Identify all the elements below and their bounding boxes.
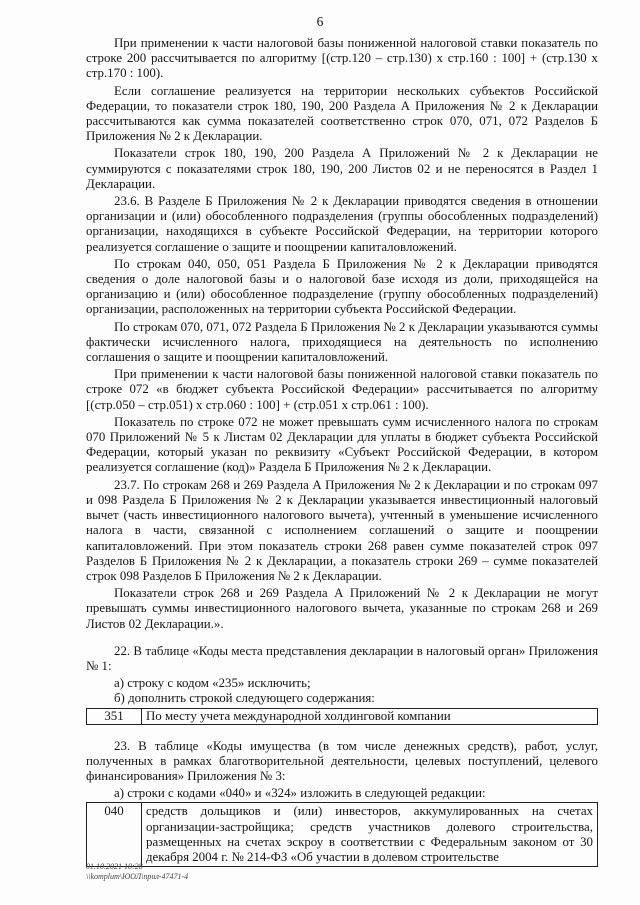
paragraph: При применении к части налоговой базы пониженной налоговой ставки показатель по строке 200 рассчитывается по алгоритму [(стр.120 – стр.130) х стр.160 : 100] + (стр.130 х стр.170 : 100).	[86, 36, 598, 81]
code-cell: 351	[87, 708, 142, 724]
section-23-item-a: а) строки с кодами «040» и «324» изложить в следующей редакции:	[114, 786, 486, 801]
paragraph: Показатели строк 268 и 269 Раздела А Приложений № 2 к Декларации не могут превышать суммы инвестиционного налогового вычета, указанные по строкам 268 и 269 Листов 02 Декларации.».	[86, 586, 598, 631]
description-cell: средств дольщиков и (или) инвесторов, аккумулированных на счетах организации-застройщика; средств участников долевого строительства, размещенных на счетах эскроу в соответствии с Федеральным законом от 30 декабря 2004 г. № 214-ФЗ «Об участии в долевом строительстве	[142, 803, 598, 867]
code-cell: 040	[87, 803, 142, 867]
table-row	[87, 708, 598, 724]
section-23-heading: 23. В таблице «Коды имущества (в том числе денежных средств), работ, услуг, полученных в рамках благотворительной деятельности, целевых поступлений, целевого финансирования» Приложения № 3:	[86, 738, 598, 783]
description-cell: По месту учета международной холдинговой компании	[142, 708, 598, 724]
paragraph: При применении к части налоговой базы пониженной налоговой ставки показатель по строке 072 «в бюджет субъекта Российской Федерации» рассчитывается по алгоритму [(стр.050 – стр.051) х стр.060 : 100] + (стр.051 х стр.061 : 100).	[86, 367, 598, 412]
paragraph: 23.7. По строкам 268 и 269 Раздела А Приложения № 2 к Декларации и по строкам 097 и 098 Раздела Б Приложения № 2 к Декларации указывается инвестиционный налоговый вычет (часть инвестиционного налогового вычета), учтенный в уменьшение исчисленного налога в части, связанной с исполнением соглашений о защите и поощрении капиталовложений. При этом показатель строки 268 равен сумме показателей строк 097 Разделов Б Приложения № 2 к Декларации, а показатель строки 269 – сумме показателей строк 098 Разделов Б Приложения № 2 к Декларации.	[86, 477, 598, 583]
section-22-heading: 22. В таблице «Коды места представления декларации в налоговый орган» Приложения № 1:	[86, 643, 598, 673]
paragraph: Показатель по строке 072 не может превышать сумм исчисленного налога по строкам 070 Приложений № 5 к Листам 02 Декларации для уплаты в бюджет субъекта Российской Федерации, который указан по реквизиту «Субъект Российской Федерации, в котором реализуется соглашение (код)» Раздела Б Приложения № 2 к Декларации.	[86, 414, 598, 475]
property-codes-table	[86, 802, 598, 867]
paragraph: По строкам 040, 050, 051 Раздела Б Приложения № 2 к Декларации приводятся сведения о доле налоговой базы и о налоговой базе исходя из доли, приходящейся на организацию и (или) обособленное подразделение (группу обособленных подразделений) организации, расположенных на территории субъекта Российской Федерации.	[86, 256, 598, 317]
paragraph: 23.6. В Разделе Б Приложения № 2 к Декларации приводятся сведения в отношении организации и (или) обособленного подразделения (группы обособленных подразделений) организации, находящихся в субъекте Российской Федерации, на территории которого реализуется соглашение о защите и поощрении капиталовложений.	[86, 194, 598, 254]
section-22-item-b: б) дополнить строкой следующего содержания:	[114, 691, 375, 706]
section-22-item-a: а) строку с кодом «235» исключить;	[114, 676, 311, 691]
paragraph: Если соглашение реализуется на территории нескольких субъектов Российской Федерации, то показатели строк 180, 190, 200 Раздела А Приложения № 2 к Декларации рассчитываются как сумма показателей соответственно строк 070, 071, 072 Разделов Б Приложения № 2 к Декларации.	[86, 83, 598, 144]
footer-file-path: \\komplum\ЮОЛ\прил-47471-4	[86, 872, 189, 881]
paragraph: Показатели строк 180, 190, 200 Раздела А Приложений № 2 к Декларации не суммируются с показателями строк 180, 190, 200 Листов 02 и не переносятся в Раздел 1 Декларации.	[86, 146, 598, 191]
place-codes-table	[86, 708, 598, 725]
document-body	[86, 36, 598, 867]
document-footer	[86, 862, 188, 882]
footer-date: 01.10.2021 10:28	[86, 862, 143, 871]
table-row	[87, 803, 598, 867]
page-number: 6	[316, 14, 324, 29]
paragraph: По строкам 070, 071, 072 Раздела Б Приложения № 2 к Декларации указываются суммы фактически исчисленного налога, приходящиеся на деятельность по исполнению соглашения о защите и поощрении капиталовложений.	[86, 319, 598, 365]
